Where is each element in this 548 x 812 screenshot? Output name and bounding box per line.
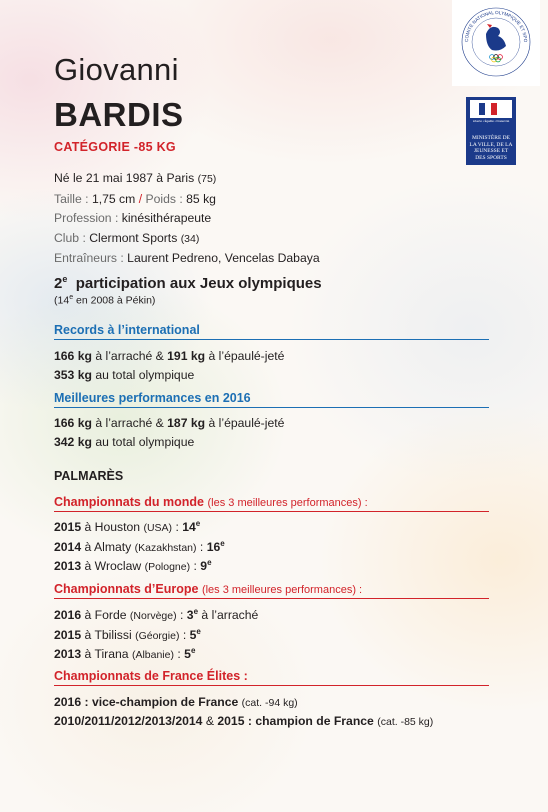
worlds-item: 2015 à Houston (USA) : 14e (54, 519, 201, 535)
records-total: 353 kg au total olympique (54, 368, 195, 382)
worlds-heading: Championnats du monde (les 3 meilleures performances) : (54, 495, 489, 512)
last-name: BARDIS (54, 96, 184, 133)
first-name: Giovanni (54, 52, 179, 87)
french-flag-icon (470, 100, 512, 118)
weight-category: CATÉGORIE -85 KG (54, 140, 176, 154)
best-2016-snatch-cj: 166 kg à l’arraché & 187 kg à l’épaulé-jeté (54, 416, 285, 430)
france-item: 2016 : vice-champion de France (cat. -94 kg) (54, 695, 298, 709)
ministry-logo (466, 97, 516, 165)
worlds-item: 2013 à Wroclaw (Pologne) : 9e (54, 558, 212, 574)
best-2016-heading: Meilleures performances en 2016 (54, 391, 489, 408)
club-line: Club : Clermont Sports (34) (54, 230, 200, 245)
best-2016-total: 342 kg au total olympique (54, 435, 195, 449)
worlds-item: 2014 à Almaty (Kazakhstan) : 16e (54, 539, 225, 555)
cnosf-logo (452, 0, 540, 86)
europe-item: 2013 à Tirana (Albanie) : 5e (54, 646, 196, 662)
europe-item: 2016 à Forde (Norvège) : 3e à l’arraché (54, 607, 259, 623)
records-heading: Records à l’international (54, 323, 489, 340)
athlete-info (54, 169, 320, 269)
birth-line: Né le 21 mai 1987 à Paris (75) (54, 171, 217, 185)
palmares-heading: PALMARÈS (54, 469, 124, 483)
cnosf-ring-text: COMITÉ NATIONAL OLYMPIQUE ET SPO (463, 9, 529, 43)
olympic-participation-detail: (14e en 2008 à Pékin) (54, 294, 156, 307)
olympic-participation: 2e participation aux Jeux olympiques (54, 274, 322, 292)
europe-heading: Championnats d’Europe (les 3 meilleures performances) : (54, 582, 489, 599)
france-heading: Championnats de France Élites : (54, 669, 489, 686)
size-line: Taille : 1,75 cm / Poids : 85 kg (54, 191, 216, 206)
coaches-line: Entraîneurs : Laurent Pedreno, Vencelas Dabaya (54, 251, 320, 266)
france-item: 2010/2011/2012/2013/2014 & 2015 : champion de France (cat. -85 kg) (54, 714, 434, 728)
marianne-motto: Liberté • Égalité • Fraternité (472, 119, 510, 123)
records-snatch-cj: 166 kg à l’arraché & 191 kg à l’épaulé-jeté (54, 349, 285, 363)
europe-item: 2015 à Tbilissi (Géorgie) : 5e (54, 627, 201, 643)
profession-line: Profession : kinésithérapeute (54, 211, 212, 226)
ministry-name: MINISTÈRE DE LA VILLE, DE LA JEUNESSE ET DES SPORTS (469, 135, 513, 161)
